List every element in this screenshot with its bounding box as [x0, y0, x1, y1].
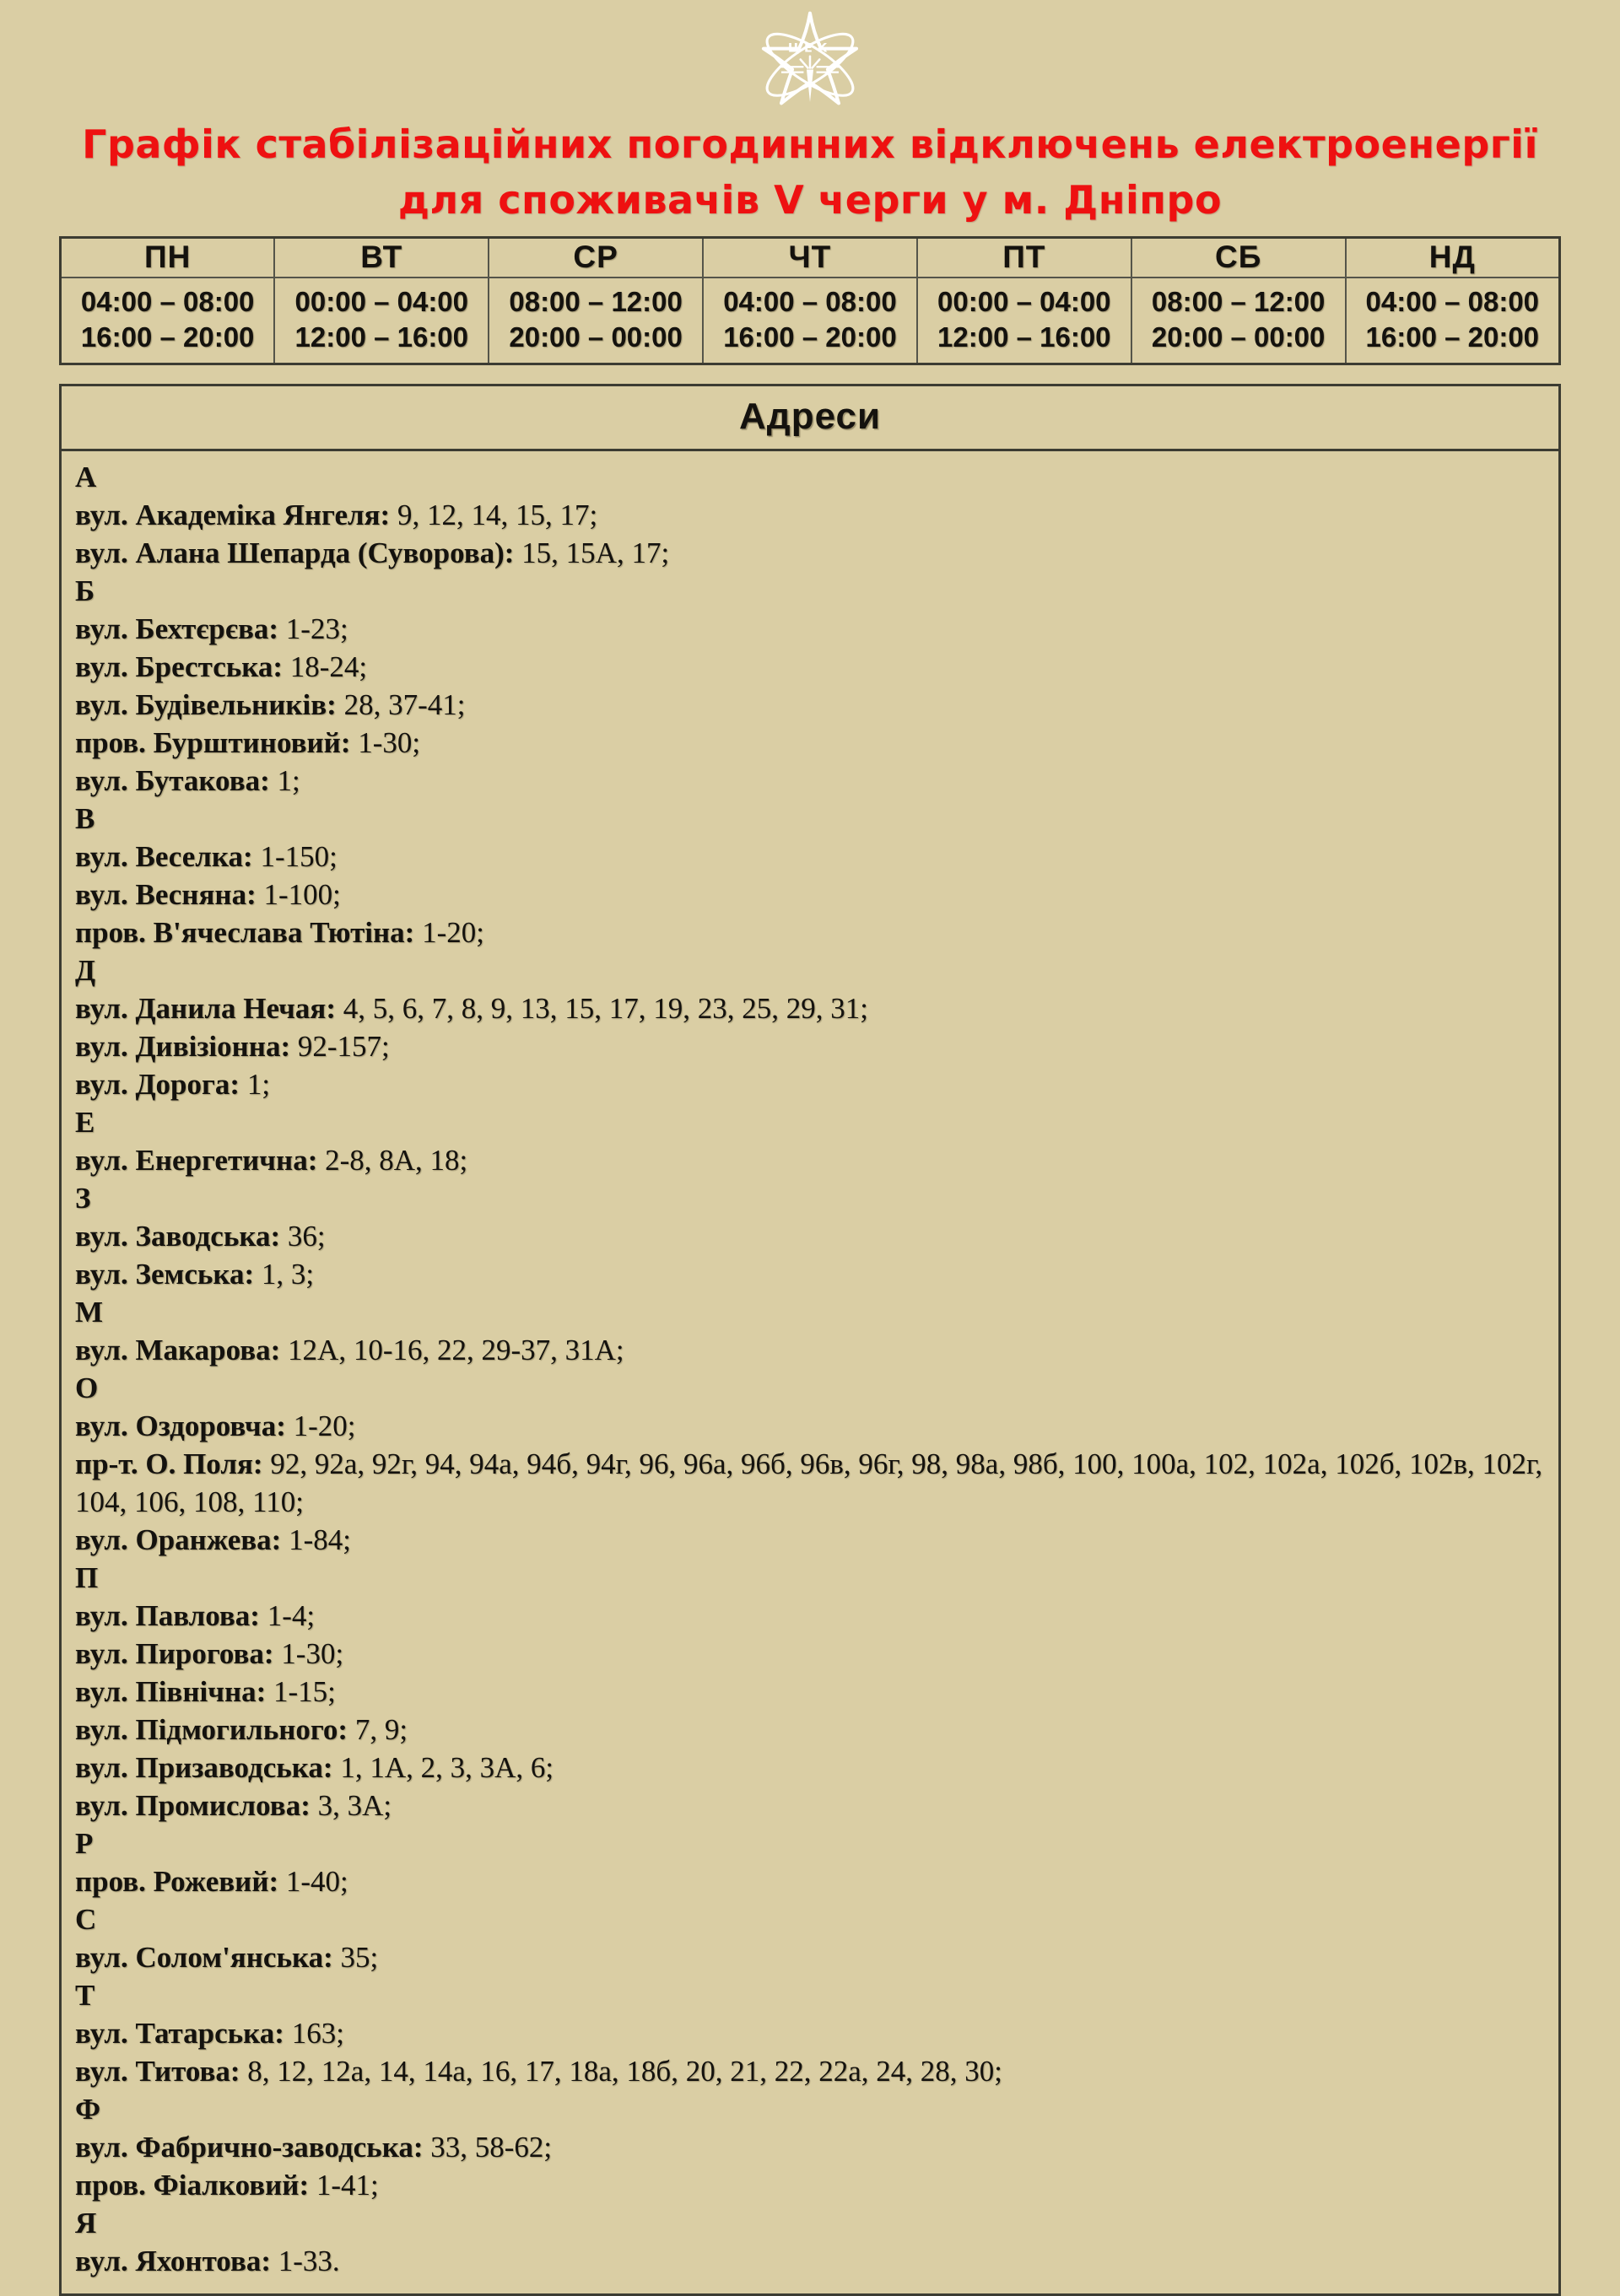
street-numbers: 1-150;	[260, 839, 338, 873]
street-entry	[75, 2052, 1545, 2090]
street-numbers: 1-41;	[316, 2168, 379, 2202]
time-slot: 12:00 – 16:00	[937, 321, 1111, 353]
section-letter: А	[75, 460, 97, 493]
street-name: пров. В'ячеслава Тютіна:	[75, 915, 415, 949]
street-numbers: 1-100;	[263, 877, 341, 911]
street-numbers: 1-20;	[293, 1409, 356, 1442]
outage-times-cell	[61, 278, 275, 364]
section-letter: Р	[75, 1826, 94, 1860]
time-slot: 04:00 – 08:00	[80, 285, 255, 317]
time-slot: 04:00 – 08:00	[723, 285, 897, 317]
street-entry	[75, 876, 1545, 914]
street-name: вул. Яхонтова:	[75, 2244, 271, 2277]
street-numbers: 1;	[277, 763, 300, 797]
street-name: пров. Фіалковий:	[75, 2168, 310, 2202]
street-name: вул. Данила Нечая:	[75, 991, 336, 1025]
section-letter: Т	[75, 1978, 95, 2012]
street-entry	[75, 1749, 1545, 1787]
weekday-header: ПН	[61, 238, 275, 278]
weekday-header: НД	[1346, 238, 1560, 278]
time-slot: 00:00 – 04:00	[294, 285, 469, 317]
street-name: вул. Алана Шепарда (Суворова):	[75, 536, 515, 569]
street-name: вул. Макарова:	[75, 1333, 281, 1366]
outage-times-cell	[703, 278, 917, 364]
weekday-header: ЧТ	[703, 238, 917, 278]
street-name: вул. Промислова:	[75, 1788, 310, 1822]
street-numbers: 2-8, 8А, 18;	[325, 1143, 468, 1177]
street-numbers: 1-33.	[278, 2244, 340, 2277]
outage-times-cell	[1131, 278, 1346, 364]
street-numbers: 1, 1А, 2, 3, 3А, 6;	[340, 1750, 554, 1784]
street-numbers: 1-20;	[422, 915, 484, 949]
street-numbers: 15, 15А, 17;	[521, 536, 670, 569]
street-entry	[75, 1065, 1545, 1103]
company-logo	[0, 0, 1620, 115]
section-letter: В	[75, 801, 95, 835]
page-title-line1: Графік стабілізаційних погодинних відключень електроенергії	[82, 121, 1538, 167]
section-letter: М	[75, 1295, 104, 1329]
street-name: вул. Веселка:	[75, 839, 253, 873]
street-numbers: 1-30;	[358, 725, 421, 759]
section-letter: Е	[75, 1105, 95, 1139]
street-name: вул. Призаводська:	[75, 1750, 333, 1784]
outage-times-cell	[274, 278, 489, 364]
page-title-line2: для споживачів V черги у м. Дніпро	[397, 177, 1223, 223]
street-numbers: 18-24;	[289, 649, 368, 683]
street-name: пров. Рожевий:	[75, 1864, 279, 1898]
time-slot: 08:00 – 12:00	[509, 285, 683, 317]
time-slot: 08:00 – 12:00	[1151, 285, 1326, 317]
street-numbers: 9, 12, 14, 15, 17;	[397, 498, 598, 531]
addresses-list	[62, 451, 1558, 2293]
street-entry	[75, 2014, 1545, 2052]
street-numbers: 36;	[287, 1219, 326, 1253]
street-name: вул. Бутакова:	[75, 763, 270, 797]
street-numbers: 1-30;	[281, 1636, 344, 1670]
outage-times-row	[61, 278, 1560, 364]
section-letter: П	[75, 1560, 99, 1594]
street-name: вул. Оздоровча:	[75, 1409, 286, 1442]
street-name: вул. Весняна:	[75, 877, 256, 911]
street-numbers: 1, 3;	[261, 1257, 315, 1291]
street-entry	[75, 1787, 1545, 1824]
section-letter: Ф	[75, 2092, 101, 2126]
time-slot: 12:00 – 16:00	[294, 321, 469, 353]
street-name: вул. Дорога:	[75, 1067, 240, 1101]
street-numbers: 163;	[291, 2016, 344, 2050]
time-slot: 16:00 – 20:00	[723, 321, 897, 353]
street-name: вул. Солом'янська:	[75, 1940, 333, 1974]
street-name: вул. Пирогова:	[75, 1636, 274, 1670]
street-numbers: 92-157;	[297, 1029, 390, 1063]
street-name: вул. Оранжева:	[75, 1523, 282, 1556]
street-entry	[75, 1673, 1545, 1711]
street-entry	[75, 989, 1545, 1027]
street-entry	[75, 686, 1545, 724]
weekday-header-row	[61, 238, 1560, 278]
street-numbers: 12А, 10-16, 22, 29-37, 31А;	[288, 1333, 624, 1366]
street-entry	[75, 1141, 1545, 1179]
logo-spark	[801, 57, 820, 102]
time-slot: 00:00 – 04:00	[937, 285, 1111, 317]
street-name: вул. Бехтєрєва:	[75, 612, 279, 645]
street-entry	[75, 1711, 1545, 1749]
street-numbers: 33, 58-62;	[430, 2130, 553, 2164]
street-entry	[75, 1331, 1545, 1369]
addresses-panel	[59, 384, 1561, 2296]
street-name: пров. Бурштиновий:	[75, 725, 351, 759]
street-entry	[75, 724, 1545, 762]
section-letter: Я	[75, 2206, 97, 2239]
logo-text: ЦЕК	[787, 41, 833, 56]
street-numbers: 1-23;	[285, 612, 348, 645]
street-name: вул. Титова:	[75, 2054, 240, 2088]
outage-schedule-table	[59, 236, 1561, 365]
section-letter: Д	[75, 953, 96, 987]
street-name: вул. Академіка Янгеля:	[75, 498, 391, 531]
time-slot: 20:00 – 00:00	[1151, 321, 1326, 353]
street-name: вул. Північна:	[75, 1674, 267, 1708]
street-numbers: 8, 12, 12а, 14, 14а, 16, 17, 18а, 18б, 20, 21, 22, 22а, 24, 28, 30;	[247, 2054, 1002, 2088]
outage-times-cell	[917, 278, 1131, 364]
street-name: вул. Підмогильного:	[75, 1712, 348, 1746]
street-entry	[75, 610, 1545, 648]
time-slot: 20:00 – 00:00	[509, 321, 683, 353]
outage-times-cell	[489, 278, 703, 364]
street-numbers: 92, 92а, 92г, 94, 94а, 94б, 94г, 96, 96а, 96б, 96в, 96г, 98, 98а, 98б, 100, 100а, 102, 102а, 102б, 102в, 102г, 104, 106, 108, 110;	[75, 1447, 1543, 1518]
street-entry	[75, 1255, 1545, 1293]
street-name: пр-т. О. Поля:	[75, 1447, 263, 1480]
cek-atom-star-icon	[757, 8, 863, 115]
street-entry	[75, 1407, 1545, 1445]
street-name: вул. Дивізіонна:	[75, 1029, 291, 1063]
street-name: вул. Брестська:	[75, 649, 284, 683]
street-entry	[75, 648, 1545, 686]
street-numbers: 35;	[340, 1940, 379, 1974]
addresses-title: Адреси	[62, 386, 1558, 451]
street-entry	[75, 1521, 1545, 1559]
street-numbers: 7, 9;	[354, 1712, 408, 1746]
street-entry	[75, 1445, 1545, 1521]
outage-times-cell	[1346, 278, 1560, 364]
weekday-header: ПТ	[917, 238, 1131, 278]
street-numbers: 3, 3А;	[317, 1788, 392, 1822]
section-letter: З	[75, 1181, 91, 1215]
street-numbers: 1-15;	[273, 1674, 336, 1708]
street-entry	[75, 1938, 1545, 1976]
street-name: вул. Будівельників:	[75, 687, 337, 721]
street-name: вул. Енергетична:	[75, 1143, 318, 1177]
street-numbers: 4, 5, 6, 7, 8, 9, 13, 15, 17, 19, 23, 25, 29, 31;	[343, 991, 868, 1025]
street-entry	[75, 496, 1545, 534]
time-slot: 04:00 – 08:00	[1365, 285, 1540, 317]
page-title	[0, 116, 1620, 228]
section-letter: Б	[75, 574, 95, 607]
street-entry	[75, 1635, 1545, 1673]
street-numbers: 1;	[246, 1067, 271, 1101]
street-entry	[75, 1027, 1545, 1065]
street-name: вул. Павлова:	[75, 1598, 260, 1632]
weekday-header: СБ	[1131, 238, 1346, 278]
street-entry	[75, 2128, 1545, 2166]
weekday-header: СР	[489, 238, 703, 278]
street-name: вул. Фабрично-заводська:	[75, 2130, 424, 2164]
street-entry	[75, 762, 1545, 800]
street-entry	[75, 2242, 1545, 2280]
section-letter: О	[75, 1371, 99, 1404]
street-numbers: 1-4;	[267, 1598, 316, 1632]
time-slot: 16:00 – 20:00	[1365, 321, 1540, 353]
street-numbers: 1-84;	[289, 1523, 351, 1556]
section-letter: С	[75, 1902, 97, 1936]
street-name: вул. Заводська:	[75, 1219, 281, 1253]
street-numbers: 28, 37-41;	[343, 687, 466, 721]
street-entry	[75, 2166, 1545, 2204]
street-entry	[75, 1217, 1545, 1255]
street-entry	[75, 914, 1545, 951]
street-name: вул. Земська:	[75, 1257, 255, 1291]
time-slot: 16:00 – 20:00	[80, 321, 255, 353]
street-entry	[75, 838, 1545, 876]
street-entry	[75, 1862, 1545, 1900]
street-entry	[75, 534, 1545, 572]
street-name: вул. Татарська:	[75, 2016, 284, 2050]
street-entry	[75, 1597, 1545, 1635]
weekday-header: ВТ	[274, 238, 489, 278]
street-numbers: 1-40;	[285, 1864, 348, 1898]
